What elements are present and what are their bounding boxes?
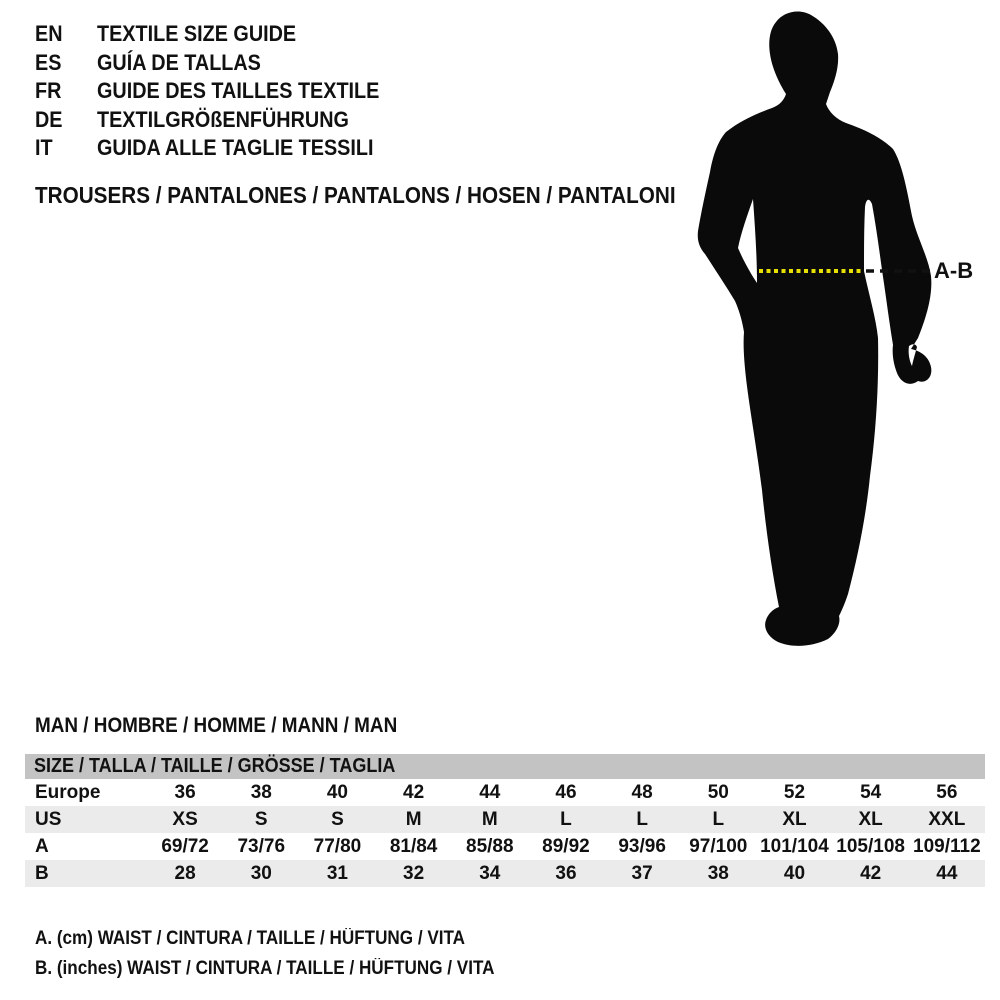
footnote-a-text: A. (cm) WAIST / CINTURA / TAILLE / HÜFTUNG / VITA: [35, 928, 466, 949]
language-guide: [35, 20, 411, 163]
measurement-footnotes: [35, 924, 546, 984]
gender-section-title-text: MAN / HOMBRE / HOMME / MANN / MAN: [35, 714, 398, 737]
table-row-a-cm: [25, 833, 985, 860]
guide-title-fr: GUIDE DES TAILLES TEXTILE: [97, 78, 380, 104]
row-label: US: [35, 808, 62, 830]
size-table-header-row: [25, 754, 985, 779]
row-label: Europe: [35, 781, 101, 803]
size-cell: XS: [172, 808, 198, 830]
size-cell: 42: [860, 862, 882, 884]
guide-title-it: GUIDA ALLE TAGLIE TESSILI: [97, 135, 374, 161]
size-cell: L: [636, 808, 648, 830]
size-cell: L: [712, 808, 725, 830]
language-row-en: [35, 20, 411, 49]
footnote-a: [35, 924, 546, 954]
size-cell: 109/112: [913, 835, 981, 857]
size-cell: 37: [631, 862, 653, 884]
size-cell: 48: [631, 781, 653, 803]
size-cell: 54: [860, 781, 882, 803]
guide-title-de: TEXTILGRÖßENFÜHRUNG: [97, 106, 349, 132]
size-cell: 81/84: [389, 835, 438, 857]
size-cell: 36: [174, 781, 196, 803]
size-cell: 69/72: [161, 835, 209, 857]
size-cell: 77/80: [313, 835, 362, 857]
language-code: IT: [35, 135, 53, 161]
size-cell: 52: [783, 781, 806, 803]
language-code: EN: [35, 21, 63, 47]
size-cell: 38: [250, 781, 272, 803]
table-row-us: [25, 806, 985, 833]
size-cell: M: [481, 808, 498, 830]
size-cell: 40: [783, 862, 806, 884]
size-cell: 31: [326, 862, 348, 884]
size-cell: 40: [326, 781, 348, 803]
size-cell: 46: [555, 781, 577, 803]
row-label: B: [35, 862, 49, 884]
guide-title-en: TEXTILE SIZE GUIDE: [97, 21, 297, 47]
size-cell: S: [254, 808, 268, 830]
size-cell: 32: [403, 862, 425, 884]
language-row-es: [35, 49, 411, 78]
language-row-de: [35, 106, 411, 135]
size-cell: 50: [707, 781, 729, 803]
size-cell: 28: [174, 862, 196, 884]
language-code: DE: [35, 106, 63, 132]
size-cell: 44: [479, 781, 501, 803]
size-cell: 89/92: [542, 835, 590, 857]
category-title: [35, 182, 747, 209]
size-table-header: [25, 754, 985, 779]
size-cell: XXL: [928, 808, 966, 830]
size-cell: 85/88: [466, 835, 514, 857]
size-cell: S: [331, 808, 344, 830]
size-cell: 101/104: [760, 835, 829, 857]
language-code: ES: [35, 49, 62, 75]
size-cell: 34: [479, 862, 501, 884]
size-cell: XL: [858, 808, 883, 830]
footnote-b: [35, 954, 546, 984]
row-label: A: [35, 835, 49, 857]
language-row-it: [35, 134, 411, 163]
waist-measure-label: A-B: [934, 258, 974, 283]
table-row-europe: [25, 779, 985, 806]
size-cell: M: [405, 808, 422, 830]
size-cell: 97/100: [689, 835, 748, 857]
size-cell: L: [560, 808, 572, 830]
man-silhouette: [698, 11, 932, 645]
category-title-text: TROUSERS / PANTALONES / PANTALONS / HOSEN / PANTALONI: [35, 182, 676, 208]
size-cell: 30: [250, 862, 272, 884]
size-table: [25, 754, 985, 887]
size-cell: 73/76: [237, 835, 286, 857]
size-cell: XL: [782, 808, 807, 830]
gender-section-title: [35, 714, 437, 738]
size-cell: 105/108: [836, 835, 905, 857]
size-cell: 93/96: [618, 835, 666, 857]
table-row-b-inches: [25, 860, 985, 887]
size-cell: 56: [936, 781, 958, 803]
language-code: FR: [35, 78, 62, 104]
guide-title-es: GUÍA DE TALLAS: [97, 49, 261, 75]
size-cell: 44: [936, 862, 958, 884]
language-row-fr: [35, 77, 411, 106]
size-cell: 42: [403, 781, 425, 803]
size-cell: 36: [555, 862, 577, 884]
footnote-b-text: B. (inches) WAIST / CINTURA / TAILLE / HÜFTUNG / VITA: [35, 958, 495, 979]
size-cell: 38: [707, 862, 729, 884]
size-table-header-text: SIZE / TALLA / TAILLE / GRÖSSE / TAGLIA: [34, 755, 396, 777]
